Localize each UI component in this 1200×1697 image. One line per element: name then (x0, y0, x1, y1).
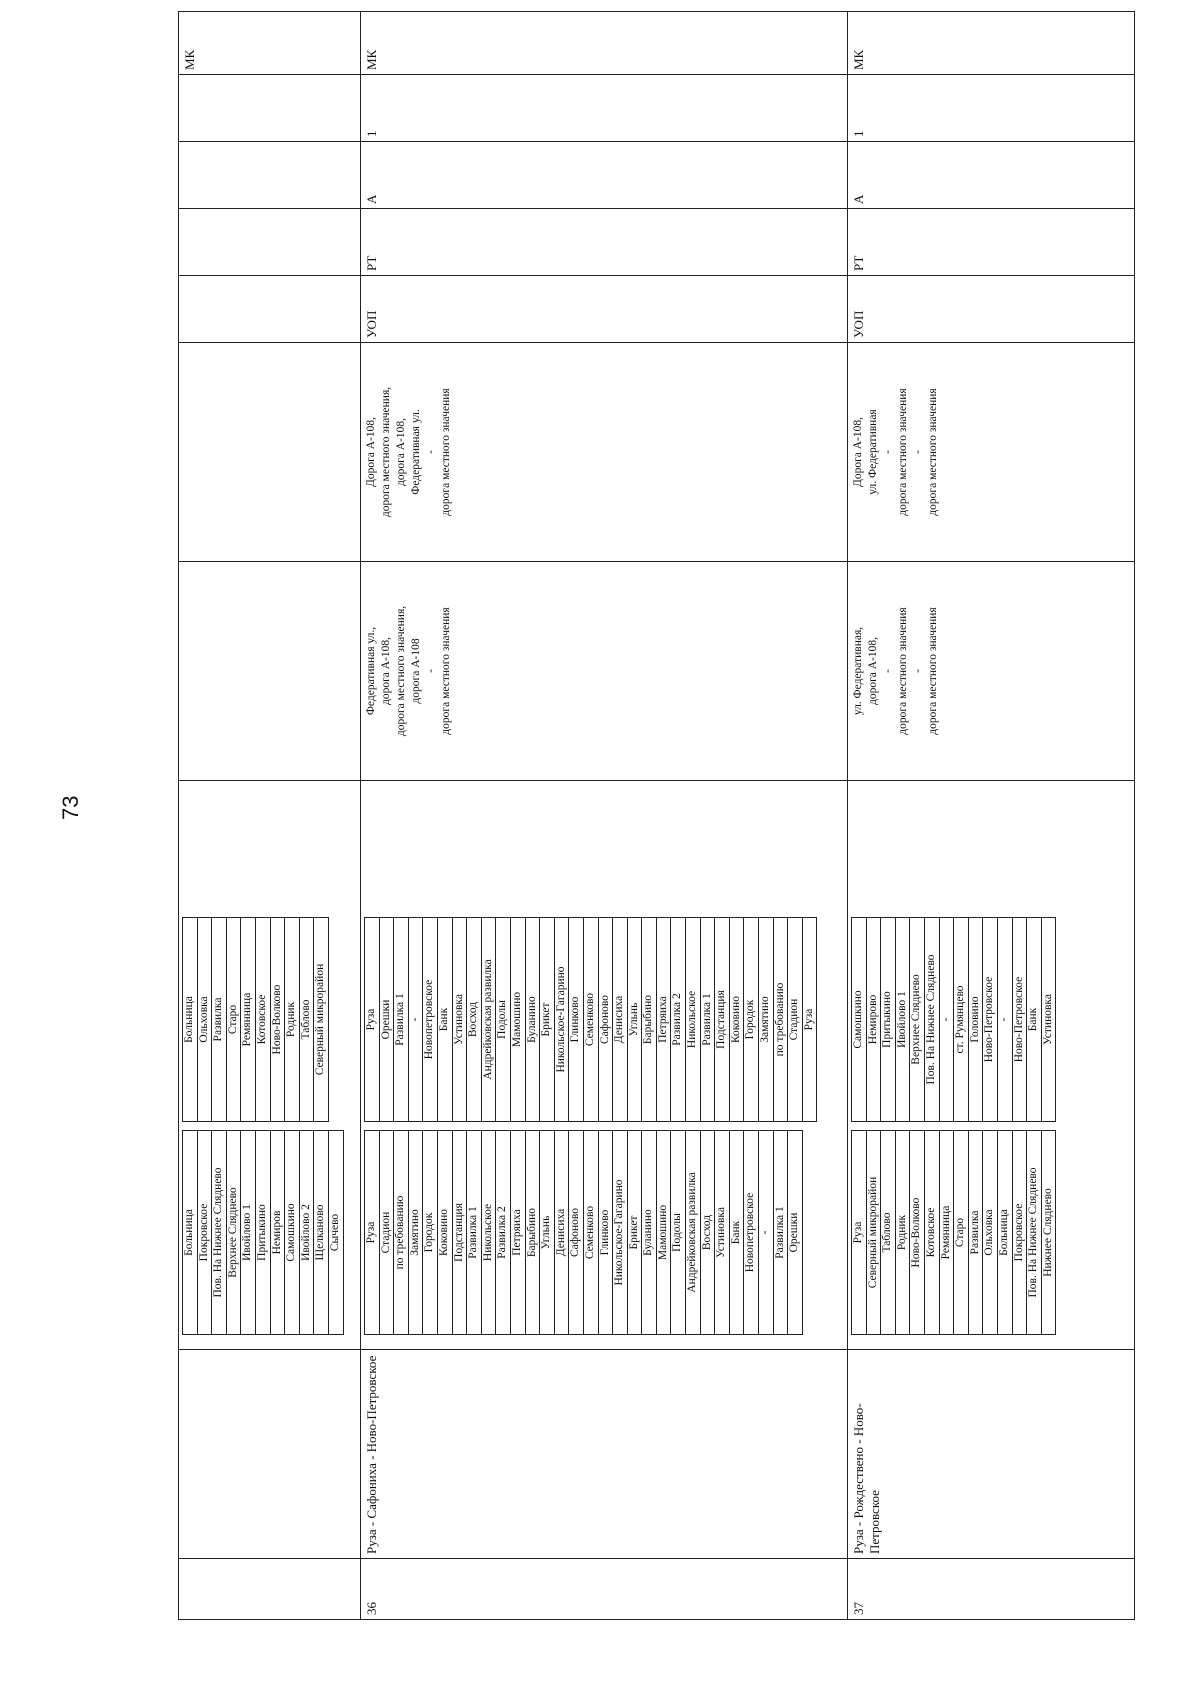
stop-item: Банк (1027, 917, 1042, 1122)
road-line: Дорога А-108, (365, 416, 377, 488)
cell-roads-forward (848, 562, 1135, 781)
stop-item: Таблово (881, 1130, 896, 1335)
road-line: - (912, 669, 924, 673)
cell-type: УОП (848, 276, 1135, 343)
stop-item: Подолы (671, 1130, 686, 1335)
cell-roads-backward (361, 343, 848, 562)
forward-stop-list (851, 1130, 1056, 1335)
stop-item: Развилка 2 (671, 917, 686, 1122)
stop-item: Петряиха (511, 1130, 526, 1335)
stop-item: Подстанция (453, 1130, 468, 1335)
stop-item: Ивойлово 1 (896, 917, 911, 1122)
stop-item: Больница (182, 917, 198, 1122)
road-line: дорога местного значения, (380, 386, 392, 518)
stop-item: Старо (227, 917, 242, 1122)
cell-mk: МК (361, 12, 848, 75)
stop-item: Мамошино (511, 917, 526, 1122)
stop-item: Восход (467, 917, 482, 1122)
stop-item: Ново-Волково (271, 917, 286, 1122)
cell-mk: МК (848, 12, 1135, 75)
cell-tariff: РТ (361, 209, 848, 276)
stop-item: Притыкино (256, 1130, 271, 1335)
stop-item: Стадион (380, 1130, 395, 1335)
cell-tariff (179, 209, 361, 276)
backward-stop-list (851, 917, 1056, 1122)
road-line: дорога А-108 (410, 638, 422, 704)
stop-item: Пов. На Нижнее Сляднево (925, 917, 940, 1122)
stop-item: Банк (730, 1130, 745, 1335)
stop-item: Семенково (584, 917, 599, 1122)
stop-item: Буланино (642, 1130, 657, 1335)
cell-tariff: РТ (848, 209, 1135, 276)
forward-stop-list (364, 1130, 817, 1335)
stop-item: Орешки (380, 917, 395, 1122)
cell-route-name (179, 1350, 361, 1559)
stop-item: Северный микрорайон (314, 917, 329, 1122)
stop-item: Северный микрорайон (867, 1130, 882, 1335)
stop-item: Никольское-Гагарино (613, 1130, 628, 1335)
stop-item: Коковино (438, 1130, 453, 1335)
stop-item: Барыбино (526, 1130, 541, 1335)
stop-item: Больница (182, 1130, 198, 1335)
stop-item: Развилка (212, 917, 227, 1122)
road-line: дорога А-108, (380, 636, 392, 706)
stop-item: Сафоново (599, 917, 614, 1122)
page-number: 73 (58, 795, 83, 820)
road-line: дорога А-108, (395, 417, 407, 487)
cell-stops (848, 781, 1135, 1350)
stop-item: Глинково (569, 917, 584, 1122)
stop-item: Подолы (496, 917, 511, 1122)
cell-count (179, 75, 361, 142)
cell-type (179, 276, 361, 343)
stop-item: Щелканово (314, 1130, 329, 1335)
stop-item: Глинково (599, 1130, 614, 1335)
stop-item: Развилка 1 (701, 917, 716, 1122)
table-row (179, 12, 361, 1620)
backward-stop-list (364, 917, 817, 1122)
stop-item: Никольское (686, 917, 701, 1122)
stop-item: Притыкино (881, 917, 896, 1122)
table-row (361, 12, 848, 1620)
cell-number (179, 1559, 361, 1620)
stop-item: Развилка 2 (496, 1130, 511, 1335)
stop-item: Замятино (409, 1130, 424, 1335)
stop-item: Замятино (759, 917, 774, 1122)
stop-item: Устиновка (715, 1130, 730, 1335)
stop-item: Ольховка (983, 1130, 998, 1335)
cell-stops (179, 781, 361, 1350)
stop-item: Брикет (540, 917, 555, 1122)
cell-stops (361, 781, 848, 1350)
stop-item: Самошкино (285, 1130, 300, 1335)
stop-item: Развилка 1 (394, 917, 409, 1122)
stop-item: Стадион (788, 917, 803, 1122)
cell-type: УОП (361, 276, 848, 343)
stop-item: Покровское (1013, 1130, 1028, 1335)
stop-item: Буланино (526, 917, 541, 1122)
stop-item: Больница (998, 1130, 1013, 1335)
cell-roads-forward (179, 562, 361, 781)
table-row (848, 12, 1135, 1620)
road-line: Дорога А-108, (852, 416, 864, 488)
road-line: ул. Федеративная (867, 409, 879, 495)
cell-roads-forward (361, 562, 848, 781)
stop-item: Ремянница (940, 1130, 955, 1335)
stop-item: Угльнь (628, 917, 643, 1122)
stop-item: по требованию (774, 917, 789, 1122)
stop-item: Немиров (271, 1130, 286, 1335)
cell-vehicle-class: А (848, 142, 1135, 209)
stop-item: Немирово (867, 917, 882, 1122)
stop-item: Сафоново (569, 1130, 584, 1335)
road-line: дорога местного значения (927, 607, 939, 735)
cell-roads-backward (179, 343, 361, 562)
stop-item: - (940, 917, 955, 1122)
stop-item: Руза (364, 917, 380, 1122)
road-line: - (882, 669, 894, 673)
stop-item: Банк (438, 917, 453, 1122)
stop-item: Никольское-Гагарино (555, 917, 570, 1122)
stop-item: Ново-Петровское (983, 917, 998, 1122)
forward-stop-list (182, 1130, 344, 1335)
road-line: - (912, 450, 924, 454)
road-line: - (425, 450, 437, 454)
stop-item: Брикет (628, 1130, 643, 1335)
cell-route-name: Руза - Сафониха - Ново-Петровское (361, 1350, 848, 1559)
stop-item: Руза (803, 917, 818, 1122)
stop-item: Развилка 1 (774, 1130, 789, 1335)
road-line: дорога местного значения (440, 607, 452, 735)
stop-item: Ивойлово 1 (241, 1130, 256, 1335)
stop-item: Пов. На Нижнее Сляднево (212, 1130, 227, 1335)
stop-item: Новопетровское (423, 917, 438, 1122)
stop-item: Котовское (925, 1130, 940, 1335)
stop-item: Никольское (482, 1130, 497, 1335)
stop-item: Андрейковская развилка (482, 917, 497, 1122)
stop-item: Мамошино (657, 1130, 672, 1335)
road-line: Федеративная ул., (365, 626, 377, 716)
cell-vehicle-class: А (361, 142, 848, 209)
stop-item: Развилка 1 (467, 1130, 482, 1335)
stop-item: Орешки (788, 1130, 803, 1335)
road-line: дорога местного значения (897, 607, 909, 735)
routes-table (178, 11, 1135, 1620)
stop-item: Родник (285, 917, 300, 1122)
stop-item: Развилка (969, 1130, 984, 1335)
cell-mk: МК (179, 12, 361, 75)
stop-item: Ново-Петровское (1013, 917, 1028, 1122)
stop-item: Ивойлово 2 (300, 1130, 315, 1335)
stop-item: ст. Румянцево (954, 917, 969, 1122)
stop-item: Устиновка (1042, 917, 1057, 1122)
stop-item: Восход (701, 1130, 716, 1335)
stop-item: Петряиха (657, 917, 672, 1122)
cell-count: 1 (848, 75, 1135, 142)
stop-item: Коковино (730, 917, 745, 1122)
stop-item: Городок (423, 1130, 438, 1335)
cell-route-name: Руза - Рождествено - Ново-Петровское (848, 1350, 1135, 1559)
stop-item: Нижнее Сляднево (1042, 1130, 1057, 1335)
road-line: дорога А-108, (867, 636, 879, 706)
stop-item: Головино (969, 917, 984, 1122)
stop-item: - (998, 917, 1013, 1122)
road-line: дорога местного значения (440, 388, 452, 516)
stop-item: Старо (954, 1130, 969, 1335)
stop-item: Руза (851, 1130, 867, 1335)
stop-item: Устиновка (453, 917, 468, 1122)
stop-item: Новопетровское (744, 1130, 759, 1335)
road-line: - (882, 450, 894, 454)
stop-item: Верхнее Сляднево (910, 917, 925, 1122)
road-line: дорога местного значения (897, 388, 909, 516)
stop-item: Руза (364, 1130, 380, 1335)
road-line: ул. Федеративная, (852, 626, 864, 716)
backward-stop-list (182, 917, 344, 1122)
stop-item: Ново-Волково (910, 1130, 925, 1335)
stop-item: Таблово (300, 917, 315, 1122)
cell-number: 36 (361, 1559, 848, 1620)
cell-count: 1 (361, 75, 848, 142)
stop-item: Городок (744, 917, 759, 1122)
stop-item: по требованию (394, 1130, 409, 1335)
stop-item: Барыбино (642, 917, 657, 1122)
road-line: дорога местного значения, (395, 605, 407, 737)
stop-item: Верхнее Сляднево (227, 1130, 242, 1335)
road-line: дорога местного значения (927, 388, 939, 516)
stop-item: Денисиха (555, 1130, 570, 1335)
stop-item: Сычево (329, 1130, 344, 1335)
stop-item: Пов. На Нижнее Сляднево (1027, 1130, 1042, 1335)
stop-item: Подстанция (715, 917, 730, 1122)
stop-item: Покровское (198, 1130, 213, 1335)
cell-vehicle-class (179, 142, 361, 209)
stop-item: Семенково (584, 1130, 599, 1335)
road-line: - (425, 669, 437, 673)
stop-item: Ольховка (198, 917, 213, 1122)
cell-roads-backward (848, 343, 1135, 562)
road-line: Федеративная ул. (410, 409, 422, 495)
stop-item: Самошкино (851, 917, 867, 1122)
stop-item: - (409, 917, 424, 1122)
stop-item: Андрейковская развилка (686, 1130, 701, 1335)
stop-item: Родник (896, 1130, 911, 1335)
stop-item: - (759, 1130, 774, 1335)
stop-item: Угльнь (540, 1130, 555, 1335)
stop-item: Денисиха (613, 917, 628, 1122)
stop-item: Ремянница (241, 917, 256, 1122)
cell-number: 37 (848, 1559, 1135, 1620)
stop-item: Котовское (256, 917, 271, 1122)
